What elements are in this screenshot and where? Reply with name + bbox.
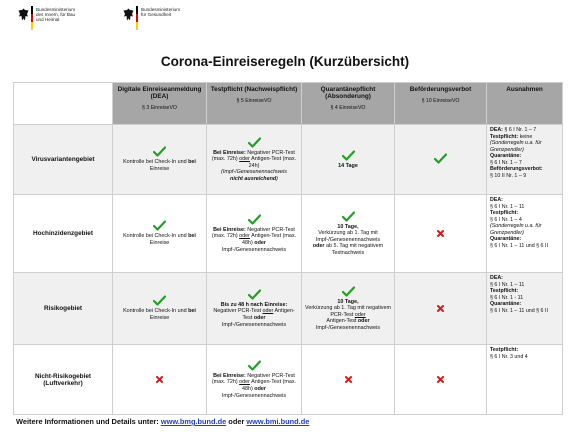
col-header-ref: § 5 EinreiseVO bbox=[236, 98, 272, 104]
cell-transport-ban bbox=[395, 125, 487, 195]
exc-note: (Sonderregeln u.a. für Grenzpendler) bbox=[490, 223, 542, 236]
cell-text: Einreise bbox=[149, 240, 170, 246]
cell-text-bold: 14 Tage bbox=[338, 162, 358, 169]
german-flag-stripe bbox=[136, 6, 138, 30]
cell-text-bold: Bei Einreise: bbox=[213, 149, 246, 156]
footer-connector: oder bbox=[226, 417, 247, 426]
col-header-transport-ban bbox=[395, 83, 487, 125]
cell-quarantine bbox=[302, 345, 395, 415]
check-icon bbox=[153, 295, 166, 306]
exc-heading: Testpflicht: bbox=[490, 210, 519, 216]
check-icon bbox=[153, 220, 166, 231]
cell-exceptions bbox=[487, 125, 563, 195]
cell-text-bold: 10 Tage, bbox=[337, 223, 359, 230]
cell-exceptions bbox=[487, 345, 563, 415]
exc-heading: Quarantäne: bbox=[490, 301, 522, 307]
check-icon bbox=[153, 146, 166, 157]
cell-text: Negativer PCR-Test bbox=[213, 308, 263, 315]
cell-test bbox=[207, 345, 302, 415]
exc-heading: DEA: bbox=[490, 275, 503, 281]
cell-text-bold: 10 Tage, bbox=[337, 298, 359, 305]
header-corner bbox=[14, 83, 113, 125]
cell-text-underline: oder bbox=[262, 308, 274, 315]
cell-text-bold: Bei Einreise: bbox=[213, 226, 246, 233]
col-header-dea bbox=[113, 83, 207, 125]
federal-eagle-icon bbox=[18, 8, 29, 21]
cell-transport-ban bbox=[395, 273, 487, 345]
cell-test bbox=[207, 195, 302, 273]
german-flag-stripe bbox=[31, 6, 33, 30]
exc-text: § 6 I Nr. 1 – 11 bbox=[490, 203, 525, 210]
exc-heading: Testpflicht: bbox=[490, 347, 519, 353]
check-icon bbox=[248, 289, 261, 300]
exc-heading: Quarantäne: bbox=[490, 236, 522, 242]
cell-text: Kontrolle bei Check-In und bbox=[123, 159, 189, 166]
exc-text: § 6 I Nr. 1 – 7 bbox=[490, 159, 522, 166]
row-label: Hochinzidenzgebiet bbox=[14, 195, 113, 273]
exc-text: § 6 I Nr. 1 – 4 bbox=[490, 216, 522, 223]
col-header-test bbox=[207, 83, 302, 125]
row-label: Risikogebiet bbox=[14, 273, 113, 345]
cell-transport-ban bbox=[395, 195, 487, 273]
col-header-exceptions bbox=[487, 83, 563, 125]
check-icon bbox=[342, 150, 355, 161]
check-icon bbox=[248, 214, 261, 225]
cell-text-bold: bei bbox=[188, 308, 196, 315]
cell-text: Impf-/Genesenennachweis bbox=[221, 321, 287, 328]
exc-text: § 6 I Nr. 3 und 4 bbox=[490, 353, 528, 360]
exc-heading: Quarantäne: bbox=[490, 153, 522, 159]
cell-text: Impf-/Genesenennachweis bbox=[221, 246, 287, 253]
cell-text: Kontrolle bei Check-In und bbox=[123, 233, 189, 240]
cell-text: Antigen-Test bbox=[242, 308, 295, 321]
cell-text: Impf-/Genesenennachweis bbox=[221, 392, 287, 399]
table-header-row bbox=[14, 83, 563, 125]
exc-text: § 6 I Nr. 1 – 11 und § 6 II bbox=[490, 242, 548, 249]
cross-icon bbox=[437, 376, 444, 383]
cell-dea bbox=[113, 195, 207, 273]
cell-text-bold: bei bbox=[188, 233, 196, 240]
cell-text-bold: oder bbox=[357, 318, 370, 325]
cell-text-underline: oder bbox=[239, 233, 250, 240]
exc-text: § 6 I Nr. 1 – 11 bbox=[490, 281, 525, 288]
ministry-name-bmg: Bundesministerium für Gesundheit bbox=[141, 7, 181, 18]
cell-text-bold: Bis zu 48 h nach Einreise: bbox=[220, 301, 288, 308]
table-row bbox=[14, 273, 563, 345]
cell-text-bold: oder bbox=[254, 240, 266, 246]
col-header-ref: § 3 EinreiseVO bbox=[142, 105, 177, 111]
footer-text: Weitere Informationen und Details unter: bbox=[16, 417, 161, 426]
cell-exceptions bbox=[487, 195, 563, 273]
check-icon bbox=[248, 360, 261, 371]
exc-text: § 6 I Nr. 1 – 11 und § 6 II bbox=[490, 307, 548, 314]
col-header-label: Beförderungsverbot bbox=[409, 86, 472, 93]
cross-icon bbox=[156, 376, 163, 383]
table-row bbox=[14, 345, 563, 415]
exc-text: § 10 II Nr. 1 – 9 bbox=[490, 172, 527, 179]
cross-icon bbox=[437, 305, 444, 312]
cell-dea bbox=[113, 273, 207, 345]
cell-quarantine bbox=[302, 273, 395, 345]
cell-text: Impf-/Genesenennachweis bbox=[315, 324, 381, 331]
row-label: Nicht-Risikogebiet (Luftverkehr) bbox=[14, 345, 113, 415]
check-icon bbox=[248, 137, 261, 148]
cross-icon bbox=[437, 230, 444, 237]
cell-text: Negativer PCR-Test (max. 72h) bbox=[211, 372, 295, 386]
cell-text: Verkürzung ab 1. Tag mit negativem PCR-Test bbox=[305, 305, 391, 318]
row-label: Virusvariantengebiet bbox=[14, 125, 113, 195]
cell-text: Negativer PCR-Test (max. 72h) bbox=[211, 226, 295, 240]
cell-test bbox=[207, 273, 302, 345]
footer bbox=[16, 417, 309, 426]
table-row bbox=[14, 195, 563, 273]
exc-note: (Sonderregeln u.a. für Grenzpendler) bbox=[490, 140, 542, 153]
cell-text: Verkürzung ab 1. Tag mit Impf-/Genesenennachweis bbox=[315, 230, 381, 243]
cell-text-bold: nicht ausreichend bbox=[230, 175, 277, 182]
cell-quarantine bbox=[302, 125, 395, 195]
cell-text: ) bbox=[276, 175, 278, 182]
cell-text-bold: oder bbox=[312, 243, 325, 250]
cell-exceptions bbox=[487, 273, 563, 345]
cell-text: Einreise bbox=[149, 315, 170, 321]
col-header-ref: § 10 EinreiseVO bbox=[421, 98, 460, 104]
cell-text: Kontrolle bei Check-In und bbox=[123, 308, 189, 315]
cell-quarantine bbox=[302, 195, 395, 273]
cell-text: ab 5. Tag mit negativem Testnachweis bbox=[324, 243, 384, 256]
bmg-link[interactable]: www.bmg.bund.de bbox=[160, 417, 227, 426]
check-icon bbox=[342, 211, 355, 222]
check-icon bbox=[434, 153, 447, 164]
cell-text: Einreise bbox=[149, 166, 170, 172]
ministry-name-bmi: Bundesministerium des Innern, für Bau und Heimat bbox=[36, 7, 76, 23]
exc-heading: DEA: bbox=[490, 127, 503, 133]
exc-heading: DEA: bbox=[490, 197, 503, 203]
bmg-logo bbox=[123, 6, 180, 30]
bmi-logo bbox=[18, 6, 75, 30]
col-header-label: Testpflicht (Nachweispflicht) bbox=[210, 86, 298, 93]
cell-text-bold: oder bbox=[254, 386, 266, 392]
cell-text: Antigen-Test (max. 48h) bbox=[242, 379, 297, 392]
col-header-ref: § 4 EinreiseVO bbox=[330, 105, 366, 111]
cell-text: Negativer PCR-Test (max. 72h) bbox=[211, 149, 295, 163]
cell-text-underline: oder bbox=[239, 156, 250, 163]
exc-text: § 6 I Nr. 1 - 11 bbox=[490, 294, 524, 301]
exc-text: § 6 I Nr. 1 – 7 bbox=[502, 127, 537, 133]
cell-text: Antigen-Test bbox=[326, 318, 358, 325]
cell-transport-ban bbox=[395, 345, 487, 415]
cell-text: Antigen-Test (max. 24h) bbox=[248, 156, 297, 169]
cell-text-bold: Bei Einreise: bbox=[213, 372, 246, 379]
exc-heading: Beförderungsverbot: bbox=[490, 166, 543, 172]
exc-text: keine bbox=[518, 133, 533, 140]
federal-eagle-icon bbox=[123, 8, 134, 21]
table-row bbox=[14, 125, 563, 195]
col-header-label: Digitale Einreiseanmeldung (DEA) bbox=[117, 86, 202, 100]
col-header-label: Quarantänepflicht (Absonderung) bbox=[320, 86, 376, 100]
cross-icon bbox=[345, 376, 352, 383]
cell-dea bbox=[113, 345, 207, 415]
bmi-link[interactable]: www.bmi.bund.de bbox=[246, 417, 310, 426]
cell-text-underline: oder bbox=[239, 379, 250, 386]
exc-heading: Testpflicht: bbox=[490, 133, 519, 140]
cell-text: Antigen-Test (max. 48h) bbox=[242, 233, 297, 246]
cell-dea bbox=[113, 125, 207, 195]
cell-text: (Impf-/Genesenennachweis bbox=[221, 169, 287, 176]
col-header-label: Ausnahmen bbox=[506, 86, 543, 93]
cell-test bbox=[207, 125, 302, 195]
check-icon bbox=[342, 286, 355, 297]
exc-heading: Testpflicht: bbox=[490, 288, 519, 294]
col-header-quarantine bbox=[302, 83, 395, 125]
page-title: Corona-Einreiseregeln (Kurzübersicht) bbox=[160, 54, 410, 69]
rules-table bbox=[13, 82, 563, 415]
cell-text-bold: oder bbox=[253, 315, 266, 321]
cell-text-bold: bei bbox=[188, 159, 196, 166]
cell-text-underline: oder bbox=[354, 311, 366, 318]
